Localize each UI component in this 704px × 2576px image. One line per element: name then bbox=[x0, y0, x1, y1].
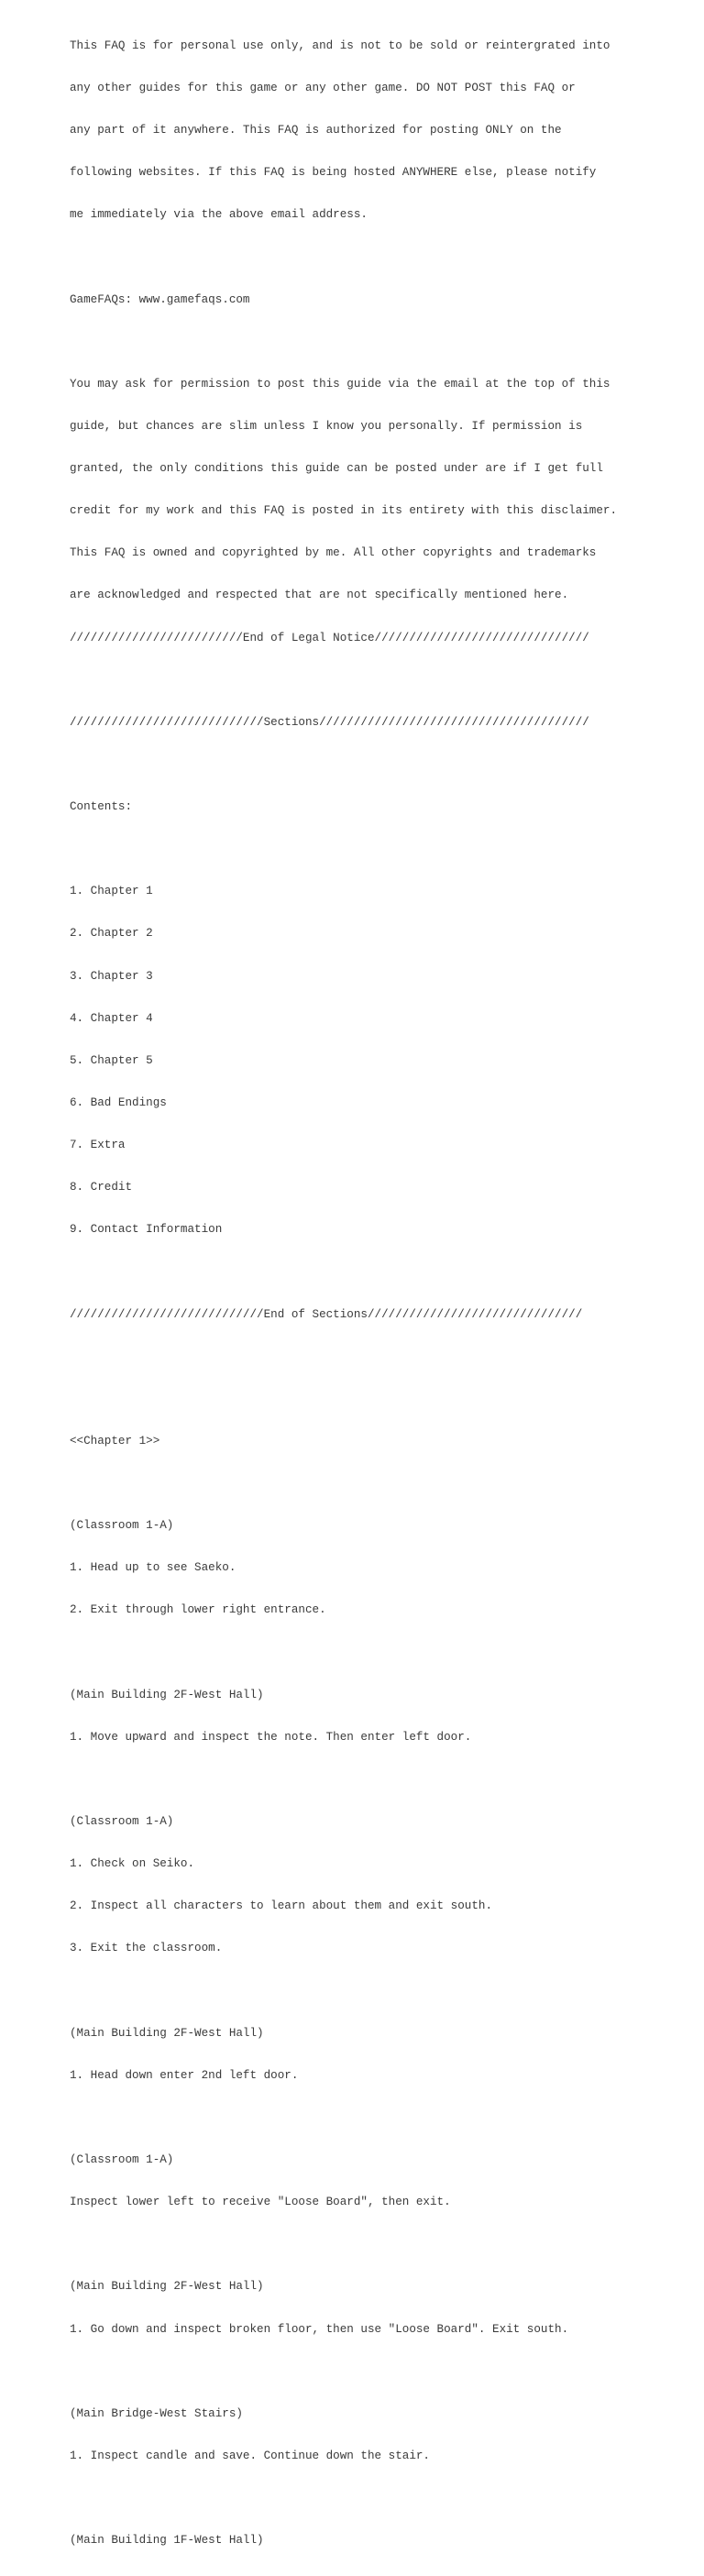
blank-line bbox=[70, 1477, 617, 1491]
step-line: 1. Head up to see Saeko. bbox=[70, 1561, 236, 1575]
contents-heading: Contents: bbox=[70, 800, 133, 813]
location-heading: (Main Building 2F-West Hall) bbox=[70, 2280, 264, 2294]
text-line: This FAQ is owned and copyrighted by me. All other copyrights and trademarks bbox=[70, 546, 597, 560]
blank-line bbox=[70, 336, 617, 349]
contents-item: 3. Chapter 3 bbox=[70, 969, 153, 983]
faq-text-body bbox=[70, 11, 617, 2576]
step-line: 1. Move upward and inspect the note. Then enter left door. bbox=[70, 1730, 472, 1744]
step-line: 1. Inspect candle and save. Continue down the stair. bbox=[70, 2449, 430, 2462]
gamefaqs-line: GameFAQs: www.gamefaqs.com bbox=[70, 292, 250, 306]
location-heading: (Main Building 2F-West Hall) bbox=[70, 1688, 264, 1701]
blank-line bbox=[70, 674, 617, 688]
step-line: 1. Head down enter 2nd left door. bbox=[70, 2068, 299, 2082]
location-heading: (Main Bridge-West Stairs) bbox=[70, 2406, 243, 2420]
contents-item: 4. Chapter 4 bbox=[70, 1011, 153, 1025]
end-sections-divider: ////////////////////////////End of Sections/////////////////////////////// bbox=[70, 1307, 583, 1321]
blank-line bbox=[70, 1773, 617, 1787]
contents-item: 5. Chapter 5 bbox=[70, 1053, 153, 1067]
step-line: 2. Inspect all characters to learn about them and exit south. bbox=[70, 1899, 493, 1913]
text-line: following websites. If this FAQ is being hosted ANYWHERE else, please notify bbox=[70, 166, 597, 180]
contents-item: 7. Extra bbox=[70, 1139, 126, 1151]
blank-line bbox=[70, 758, 617, 772]
text-line: any other guides for this game or any other game. DO NOT POST this FAQ or bbox=[70, 81, 576, 94]
blank-line bbox=[70, 1350, 617, 1364]
text-line: credit for my work and this FAQ is posted in its entirety with this disclaimer. bbox=[70, 504, 618, 518]
step-line: 3. Exit the classroom. bbox=[70, 1942, 223, 1955]
sections-divider: ////////////////////////////Sections/////////////////////////////////////// bbox=[70, 715, 589, 729]
blank-line bbox=[70, 250, 617, 264]
location-heading: (Main Building 1F-West Hall) bbox=[70, 2534, 264, 2548]
text-line: You may ask for permission to post this guide via the email at the top of this bbox=[70, 377, 610, 391]
blank-line bbox=[70, 2111, 617, 2125]
blank-line bbox=[70, 2365, 617, 2379]
legal-notice-divider: /////////////////////////End of Legal Notice/////////////////////////////// bbox=[70, 631, 589, 644]
step-line: 2. Exit through lower right entrance. bbox=[70, 1603, 326, 1617]
contents-item: 1. Chapter 1 bbox=[70, 885, 153, 898]
text-line: me immediately via the above email address. bbox=[70, 208, 368, 222]
chapter-heading: <<Chapter 1>> bbox=[70, 1434, 160, 1448]
contents-item: 9. Contact Information bbox=[70, 1223, 223, 1237]
location-heading: (Classroom 1-A) bbox=[70, 1519, 174, 1533]
blank-line bbox=[70, 1393, 617, 1406]
blank-line bbox=[70, 1985, 617, 1998]
step-line: 1. Check on Seiko. bbox=[70, 1857, 195, 1871]
text-line: any part of it anywhere. This FAQ is authorized for posting ONLY on the bbox=[70, 124, 562, 137]
blank-line bbox=[70, 1646, 617, 1660]
contents-item: 6. Bad Endings bbox=[70, 1095, 167, 1109]
location-heading: (Main Building 2F-West Hall) bbox=[70, 2026, 264, 2040]
text-line: guide, but chances are slim unless I know you personally. If permission is bbox=[70, 419, 583, 433]
contents-item: 8. Credit bbox=[70, 1181, 133, 1194]
blank-line bbox=[70, 2492, 617, 2505]
step-line: 1. Go down and inspect broken floor, then use "Loose Board". Exit south. bbox=[70, 2322, 569, 2336]
blank-line bbox=[70, 1265, 617, 1279]
location-heading: (Classroom 1-A) bbox=[70, 2153, 174, 2166]
text-line: are acknowledged and respected that are not specifically mentioned here. bbox=[70, 589, 569, 602]
blank-line bbox=[70, 842, 617, 856]
step-line: Inspect lower left to receive "Loose Board", then exit. bbox=[70, 2196, 451, 2209]
location-heading: (Classroom 1-A) bbox=[70, 1815, 174, 1828]
blank-line bbox=[70, 2238, 617, 2251]
contents-item: 2. Chapter 2 bbox=[70, 927, 153, 941]
text-line: This FAQ is for personal use only, and is not to be sold or reintergrated into bbox=[70, 39, 610, 52]
text-line: granted, the only conditions this guide can be posted under are if I get full bbox=[70, 462, 603, 475]
